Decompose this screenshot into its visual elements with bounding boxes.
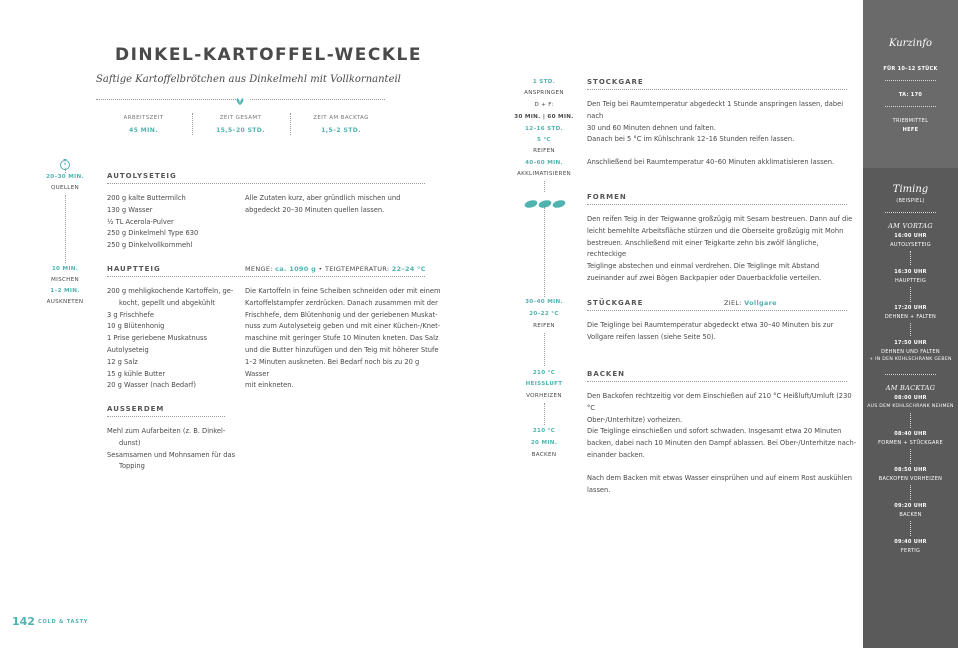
instruction-line: Vollgare reifen lassen (siehe Seite 50). bbox=[587, 332, 716, 341]
leaf-icon bbox=[235, 97, 245, 109]
divider bbox=[910, 251, 911, 265]
divider bbox=[910, 485, 911, 500]
sidebar-am-backtag: AM BACKTAG bbox=[885, 384, 936, 392]
instruction-line: 30 und 60 Minuten dehnen und falten. bbox=[587, 123, 716, 132]
ingredient-item: 130 g Wasser bbox=[107, 205, 153, 214]
meta-total-label: ZEIT GESAMT bbox=[219, 115, 262, 121]
instruction-line: Teiglinge abstechen und einmal verdrehen. Die Teiglinge mit Abstand bbox=[587, 262, 820, 271]
timing-label: DEHNEN + FALTEN bbox=[884, 314, 937, 320]
timeline-label: VORHEIZEN bbox=[526, 393, 562, 399]
ingredient-item: 15 g kühle Butter bbox=[107, 369, 166, 378]
timeline-label: QUELLEN bbox=[50, 185, 80, 191]
instructions-stockgare-2: Danach bei 5 °C im Kühlschrank 12–16 Stunden reifen lassen. bbox=[587, 135, 795, 143]
divider bbox=[587, 381, 847, 382]
ingredient-item: Autolyseteig bbox=[107, 345, 149, 354]
sidebar-am-vortag: AM VORTAG bbox=[888, 222, 933, 230]
timeline-time: 1 STD. bbox=[532, 79, 556, 85]
instruction-line: Nach dem Backen mit etwas Wasser einsprühen und auf einem Rost auskühlen bbox=[587, 474, 853, 482]
timeline-time: 10 MIN. bbox=[51, 266, 79, 272]
meta-total-value: 15,5–20 STD. bbox=[216, 127, 265, 134]
divider bbox=[587, 204, 847, 205]
instruction-line: backen, dabei nach 10 Minuten den Dampf ablassen. Bei Ober-/Unterhitze nach- bbox=[587, 438, 857, 447]
timing-time: 08:40 UHR bbox=[894, 431, 927, 437]
ingredient-item: ½ TL Acerola-Pulver bbox=[107, 217, 174, 226]
timeline-label: ANSPRINGEN bbox=[524, 90, 564, 96]
section-heading-backen: BACKEN bbox=[587, 370, 625, 378]
timeline-label: BACKEN bbox=[531, 452, 557, 458]
instruction-line: leicht bemehlte Arbeitsfläche stürzen und die Oberseite großzügig mit Mohn bbox=[587, 226, 844, 235]
temp-value: 22–24 °C bbox=[391, 265, 426, 273]
ingredient-list-autolyse bbox=[107, 193, 237, 252]
sidebar-triebmittel-label: TRIEBMITTEL bbox=[892, 118, 929, 124]
timeline-time: 12–16 STD. bbox=[525, 126, 563, 132]
timing-time: 16:00 UHR bbox=[894, 233, 927, 239]
divider bbox=[587, 310, 847, 311]
sidebar-triebmittel-value: HEFE bbox=[902, 127, 919, 133]
instruction-line: maschine mit geringer Stufe 10 Minuten kneten. Das Salz bbox=[245, 334, 439, 343]
ingredient-item: 200 g mehligkochende Kartoffeln, ge- bbox=[107, 287, 234, 295]
timing-label: BACKEN bbox=[899, 512, 922, 518]
instructions-autolyse: Alle Zutaten kurz, aber gründlich mischen und abgedeckt 20–30 Minuten quellen lassen. bbox=[245, 194, 401, 214]
section-heading-hauptteig: HAUPTTEIG bbox=[107, 265, 161, 273]
divider bbox=[544, 207, 545, 297]
timing-time: 08:00 UHR bbox=[894, 395, 927, 401]
timeline-label: REIFEN bbox=[533, 148, 555, 154]
timeline-time: 20 MIN. bbox=[530, 440, 558, 446]
divider bbox=[885, 374, 936, 375]
ingredient-item: 12 g Salz bbox=[107, 357, 138, 366]
timeline-time: 20–30 MIN. bbox=[46, 174, 84, 180]
divider bbox=[587, 89, 847, 90]
instruction-line: Ober-/Unterhitze) vorheizen. bbox=[587, 415, 683, 424]
timeline-label: D + F: bbox=[534, 102, 554, 108]
timeline-time: 20–22 °C bbox=[529, 311, 559, 317]
meta-bake-day-value: 1,5–2 STD. bbox=[321, 127, 361, 134]
divider bbox=[96, 99, 236, 100]
instruction-line: Frischhefe, dem Blütenhonig und der geriebenen Muskat- bbox=[245, 310, 438, 319]
instructions-hauptteig bbox=[245, 286, 445, 392]
divider bbox=[544, 403, 545, 425]
divider bbox=[885, 212, 936, 213]
timeline-time: HEISSLUFT bbox=[525, 381, 563, 387]
timeline-label: MISCHEN bbox=[51, 277, 79, 283]
menge-label: MENGE: bbox=[245, 265, 273, 273]
instruction-line: zueinander auf zwei Bögen Backpapier oder Dauerbackfolie verteilen. bbox=[587, 273, 822, 282]
divider bbox=[107, 183, 425, 184]
ingredient-item: 250 g Dinkelvollkornmehl bbox=[107, 241, 193, 250]
instructions-stockgare-3: Anschließend bei Raumtemperatur 40–60 Minuten akklimatisieren lassen. bbox=[587, 158, 835, 166]
sidebar-kurzinfo-band bbox=[863, 0, 958, 168]
timing-time: 09:40 UHR bbox=[894, 539, 927, 545]
menge-value: ca. 1090 g bbox=[275, 265, 317, 273]
instructions-stockgare bbox=[587, 99, 857, 134]
divider bbox=[65, 168, 66, 173]
divider bbox=[885, 80, 936, 81]
divider bbox=[910, 521, 911, 536]
instruction-line: Den Backofen rechtzeitig vor dem Einschießen auf 210 °C Heißluft/Umluft (230 °C bbox=[587, 392, 852, 412]
divider bbox=[910, 323, 911, 336]
instructions-backen-1 bbox=[587, 391, 857, 426]
timing-label: HAUPTTEIG bbox=[894, 278, 927, 284]
instruction-line: Die Kartoffeln in feine Scheiben schneiden oder mit einem bbox=[245, 287, 441, 295]
timing-label: AUS DEM KÜHLSCHRANK NEHMEN bbox=[867, 404, 954, 409]
divider bbox=[544, 181, 545, 192]
ingredient-item: Topping bbox=[119, 462, 145, 471]
sidebar-for-pieces: FÜR 10–12 STÜCK bbox=[883, 66, 938, 72]
timing-time: 17:50 UHR bbox=[894, 340, 927, 346]
divider bbox=[910, 413, 911, 428]
timeline-time: 30 MIN. | 60 MIN. bbox=[514, 114, 574, 120]
hauptteig-menge bbox=[245, 265, 426, 273]
divider bbox=[250, 99, 385, 100]
timeline-time: 210 °C bbox=[532, 428, 556, 434]
sidebar bbox=[863, 0, 958, 648]
section-heading-formen: FORMEN bbox=[587, 193, 627, 201]
timing-label: FERTIG bbox=[900, 548, 921, 554]
timeline-time: 40–60 MIN. bbox=[525, 160, 563, 166]
instructions-formen bbox=[587, 214, 857, 285]
ingredient-item: Mehl zum Aufarbeiten (z. B. Dinkel- bbox=[107, 427, 226, 435]
instruction-line: 1–2 Minuten auskneten. Bei Bedarf noch bis zu 20 g Wasser bbox=[245, 357, 420, 378]
instruction-line: lassen. bbox=[587, 485, 611, 494]
timeline-label: AUSKNETEN bbox=[46, 299, 84, 305]
divider bbox=[544, 333, 545, 366]
instruction-line: mit einkneten. bbox=[245, 381, 294, 390]
timing-label: FORMEN + STÜCKGARE bbox=[878, 440, 943, 446]
timeline-label: AKKLIMATISIEREN bbox=[516, 171, 572, 177]
divider bbox=[65, 195, 66, 263]
meta-work-label: ARBEITSZEIT bbox=[123, 115, 164, 121]
timeline-time: 1–2 MIN. bbox=[50, 288, 80, 294]
timing-time: 16:30 UHR bbox=[894, 269, 927, 275]
instruction-line: Kartoffelstampfer zerdrücken. Danach zusammen mit der bbox=[245, 298, 438, 307]
timeline-time: 5 °C bbox=[537, 137, 551, 143]
instruction-line: Den Teig bei Raumtemperatur abgedeckt 1 Stunde anspringen lassen, dabei nach bbox=[587, 100, 844, 120]
ingredient-item: dunst) bbox=[119, 438, 141, 447]
ingredient-item: 1 Prise geriebene Muskatnuss bbox=[107, 334, 207, 343]
timing-label: + IN DEN KÜHLSCHRANK GEBEN bbox=[869, 357, 952, 362]
timing-label: BACKOFEN VORHEIZEN bbox=[878, 476, 943, 482]
bread-rolls-icon bbox=[524, 194, 566, 213]
timeline-label: REIFEN bbox=[533, 323, 555, 329]
page-number: 142 bbox=[12, 615, 35, 628]
timeline-time: 30–40 MIN. bbox=[525, 299, 563, 305]
instruction-line: bestreuen. Anschließend mit einer Teigkarte zehn bis zwölf längliche, rechteckige bbox=[587, 238, 819, 259]
ingredient-list-hauptteig bbox=[107, 286, 242, 392]
ziel-label: ZIEL: bbox=[724, 299, 742, 307]
ingredient-item: Sesamsamen und Mohnsamen für das bbox=[107, 450, 236, 459]
instructions-backen-2 bbox=[587, 426, 857, 461]
section-heading-ausserdem: AUSSERDEM bbox=[107, 405, 165, 413]
ingredient-item: kocht, gepellt und abgekühlt bbox=[119, 298, 215, 307]
sidebar-timing-title: Timing bbox=[892, 184, 929, 195]
section-heading-stueckgare: STÜCKGARE bbox=[587, 299, 644, 307]
stueckgare-ziel bbox=[724, 299, 777, 307]
recipe-subtitle: Saftige Kartoffelbrötchen aus Dinkelmehl mit Vollkornanteil bbox=[96, 74, 401, 85]
timing-time: 08:50 UHR bbox=[894, 467, 927, 473]
timing-label: AUTOLYSETEIG bbox=[890, 242, 931, 248]
ingredient-item: 3 g Frischhefe bbox=[107, 310, 154, 319]
instruction-line: und die Butter hinzufügen und den Teig mit höherer Stufe bbox=[245, 345, 439, 354]
divider bbox=[910, 287, 911, 302]
instruction-line: Den reifen Teig in der Teigwanne großzügig mit Sesam bestreuen. Dann auf die bbox=[587, 215, 853, 223]
recipe-title: DINKEL-KARTOFFEL-WECKLE bbox=[115, 45, 422, 65]
ingredient-item: 20 g Wasser (nach Bedarf) bbox=[107, 381, 196, 390]
section-heading-stockgare: STOCKGARE bbox=[587, 78, 644, 86]
divider bbox=[107, 276, 425, 277]
timing-time: 17:20 UHR bbox=[894, 305, 927, 311]
meta-work-value: 45 MIN. bbox=[129, 127, 158, 134]
instruction-line: Die Teiglinge einschießen und sofort schwaden. Insgesamt etwa 20 Minuten bbox=[587, 427, 842, 435]
ziel-value: Vollgare bbox=[744, 299, 777, 307]
timeline-time: 210 °C bbox=[532, 370, 556, 376]
sidebar-kurzinfo-title: Kurzinfo bbox=[888, 38, 933, 49]
instruction-line: Die Teiglinge bei Raumtemperatur abgedeckt etwa 30–40 Minuten bis zur bbox=[587, 321, 834, 329]
divider bbox=[910, 449, 911, 464]
ingredient-item: 200 g kalte Buttermilch bbox=[107, 194, 186, 202]
timing-time: 09:20 UHR bbox=[894, 503, 927, 509]
sidebar-ta: TA: 170 bbox=[898, 92, 923, 98]
divider bbox=[885, 106, 936, 107]
ingredient-item: 10 g Blütenhonig bbox=[107, 322, 165, 331]
instructions-backen-3 bbox=[587, 473, 857, 497]
ingredient-item: 250 g Dinkelmehl Type 630 bbox=[107, 229, 199, 238]
instructions-stueckgare bbox=[587, 320, 857, 344]
temp-label: • TEIGTEMPERATUR: bbox=[318, 265, 390, 273]
ingredient-list-ausserdem bbox=[107, 426, 237, 473]
sidebar-beispiel: (BEISPIEL) bbox=[896, 198, 925, 204]
section-heading-autolyse: AUTOLYSETEIG bbox=[107, 172, 177, 180]
timing-label: DEHNEN UND FALTEN bbox=[881, 349, 940, 355]
instruction-line: einander backen. bbox=[587, 450, 645, 459]
divider bbox=[107, 416, 225, 417]
meta-bake-day-label: ZEIT AM BACKTAG bbox=[313, 115, 369, 121]
page-brand: COLD & TASTY bbox=[38, 619, 89, 625]
instruction-line: nuss zum Autolyseteig geben und mit einer Küchen-/Knet- bbox=[245, 322, 441, 331]
